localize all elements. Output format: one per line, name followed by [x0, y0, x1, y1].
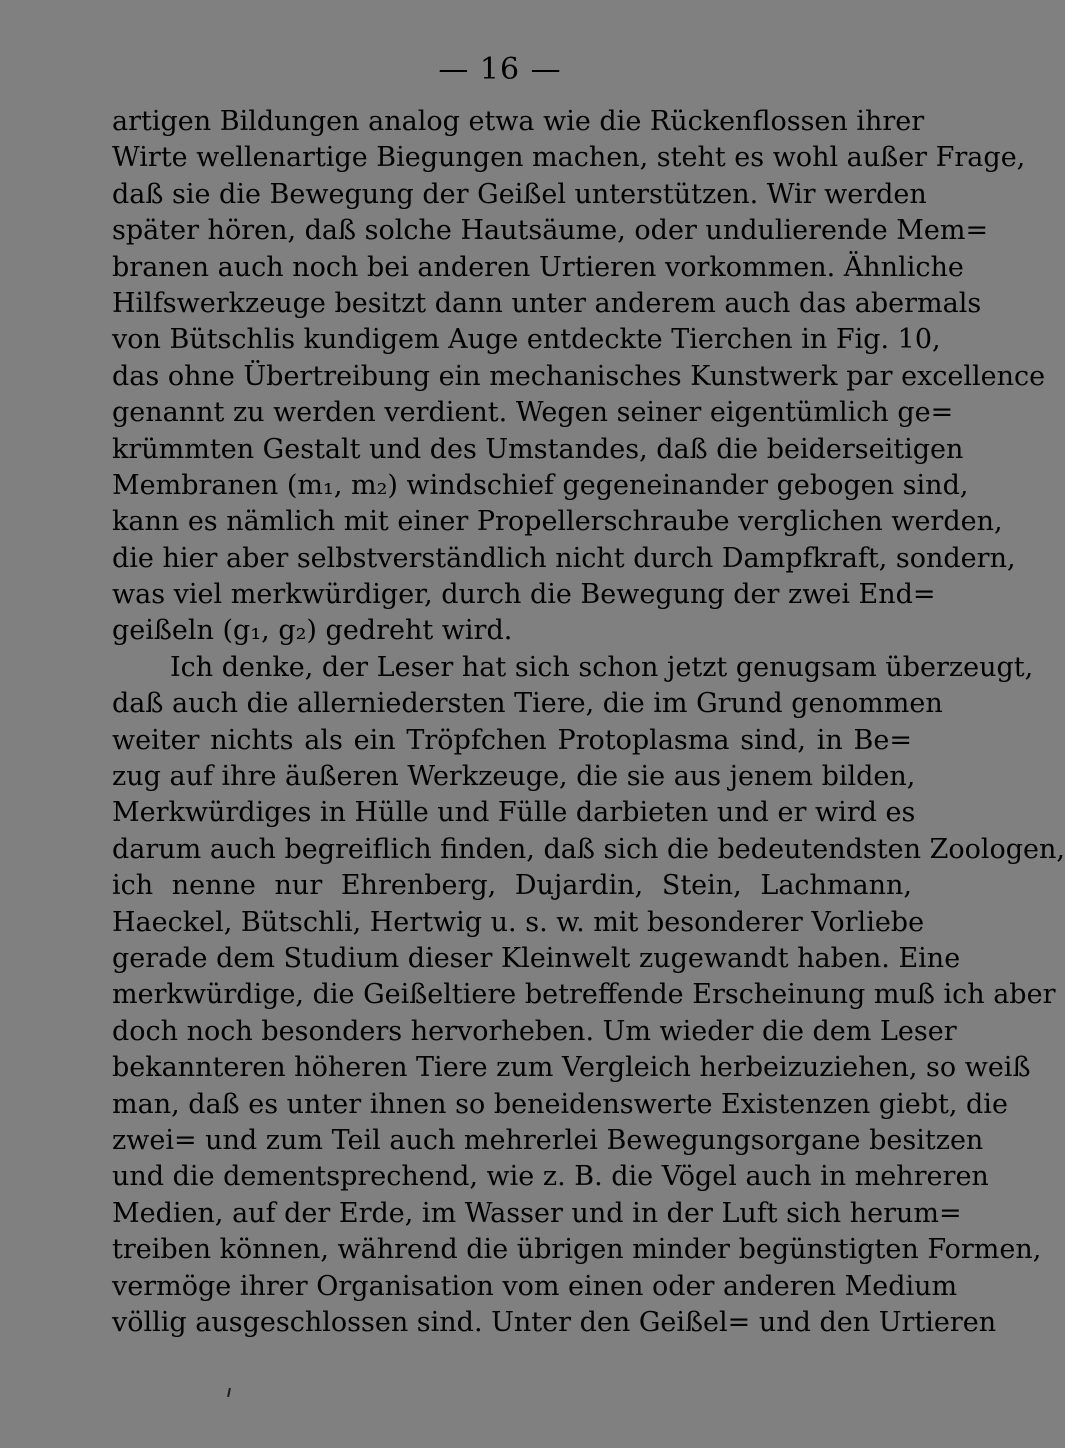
body-text [112, 104, 1065, 1341]
text-line: Wirte wellenartige Biegungen machen, steht es wohl außer Frage, [112, 142, 1026, 174]
text-line: Hilfswerkzeuge besitzt dann unter anderem auch das abermals [112, 287, 982, 319]
ink-speck [227, 1388, 231, 1397]
text-line: ich nenne nur Ehrenberg, Dujardin, Stein, Lachmann, [112, 870, 912, 902]
paragraph-2 [112, 650, 1065, 1341]
text-line: vermöge ihrer Organisation vom einen oder anderen Medium [112, 1270, 958, 1302]
text-line: die hier aber selbstverständlich nicht durch Dampfkraft, sondern, [112, 542, 1016, 574]
text-line: später hören, daß solche Hautsäume, oder undulierende Mem= [112, 215, 989, 247]
text-line: branen auch noch bei anderen Urtieren vorkommen. Ähnliche [112, 251, 964, 283]
text-line: von Bütschlis kundigem Auge entdeckte Tierchen in Fig. 10, [112, 324, 941, 356]
text-line: Membranen (m₁, m₂) windschief gegeneinander gebogen sind, [112, 469, 969, 501]
text-line: völlig ausgeschlossen sind. Unter den Geißel= und den Urtieren [112, 1306, 997, 1338]
text-line: weiter nichts als ein Tröpfchen Protoplasma sind, in Be= [112, 724, 912, 756]
paragraph-1 [112, 104, 1046, 650]
text-line: zug auf ihre äußeren Werkzeuge, die sie aus jenem bilden, [112, 761, 916, 793]
text-line: krümmten Gestalt und des Umstandes, daß die beiderseitigen [112, 433, 964, 465]
text-line: das ohne Übertreibung ein mechanisches Kunstwerk par excellence [112, 360, 1046, 392]
text-line: man, daß es unter ihnen so beneidenswerte Existenzen giebt, die [112, 1088, 1008, 1120]
text-line: geißeln (g₁, g₂) gedreht wird. [112, 615, 513, 647]
text-line: artigen Bildungen analog etwa wie die Rückenflossen ihrer [112, 106, 925, 137]
text-line: Haeckel, Bütschli, Hertwig u. s. w. mit besonderer Vorliebe [112, 906, 925, 938]
text-line: daß sie die Bewegung der Geißel unterstützen. Wir werden [112, 178, 927, 210]
text-line: Ich denke, der Leser hat sich schon jetzt genugsam überzeugt, [170, 651, 1034, 683]
text-line: merkwürdige, die Geißeltiere betreffende Erscheinung muß ich aber [112, 979, 1056, 1011]
text-line: was viel merkwürdiger, durch die Bewegung der zwei End= [112, 579, 936, 611]
text-line: doch noch besonders hervorheben. Um wieder die dem Leser [112, 1015, 957, 1047]
text-line: gerade dem Studium dieser Kleinwelt zugewandt haben. Eine [112, 942, 961, 974]
text-line: genannt zu werden verdient. Wegen seiner eigentümlich ge= [112, 397, 954, 429]
text-line: Merkwürdiges in Hülle und Fülle darbieten und er wird es [112, 797, 916, 829]
text-line: kann es nämlich mit einer Propellerschraube verglichen werden, [112, 506, 1003, 538]
text-line: und die dementsprechend, wie z. B. die Vögel auch in mehreren [112, 1161, 989, 1193]
page-number: — 16 — [438, 52, 562, 87]
text-line: bekannteren höheren Tiere zum Vergleich herbeizuziehen, so weiß [112, 1052, 1031, 1084]
text-line: daß auch die allerniedersten Tiere, die im Grund genommen [112, 688, 943, 720]
text-line: Medien, auf der Erde, im Wasser und in der Luft sich herum= [112, 1197, 962, 1229]
text-line: treiben können, während die übrigen minder begünstigten Formen, [112, 1234, 1042, 1266]
text-line: darum auch begreiflich finden, daß sich die bedeutendsten Zoologen, [112, 833, 1065, 865]
text-line: zwei= und zum Teil auch mehrerlei Bewegungsorgane besitzen [112, 1124, 984, 1156]
